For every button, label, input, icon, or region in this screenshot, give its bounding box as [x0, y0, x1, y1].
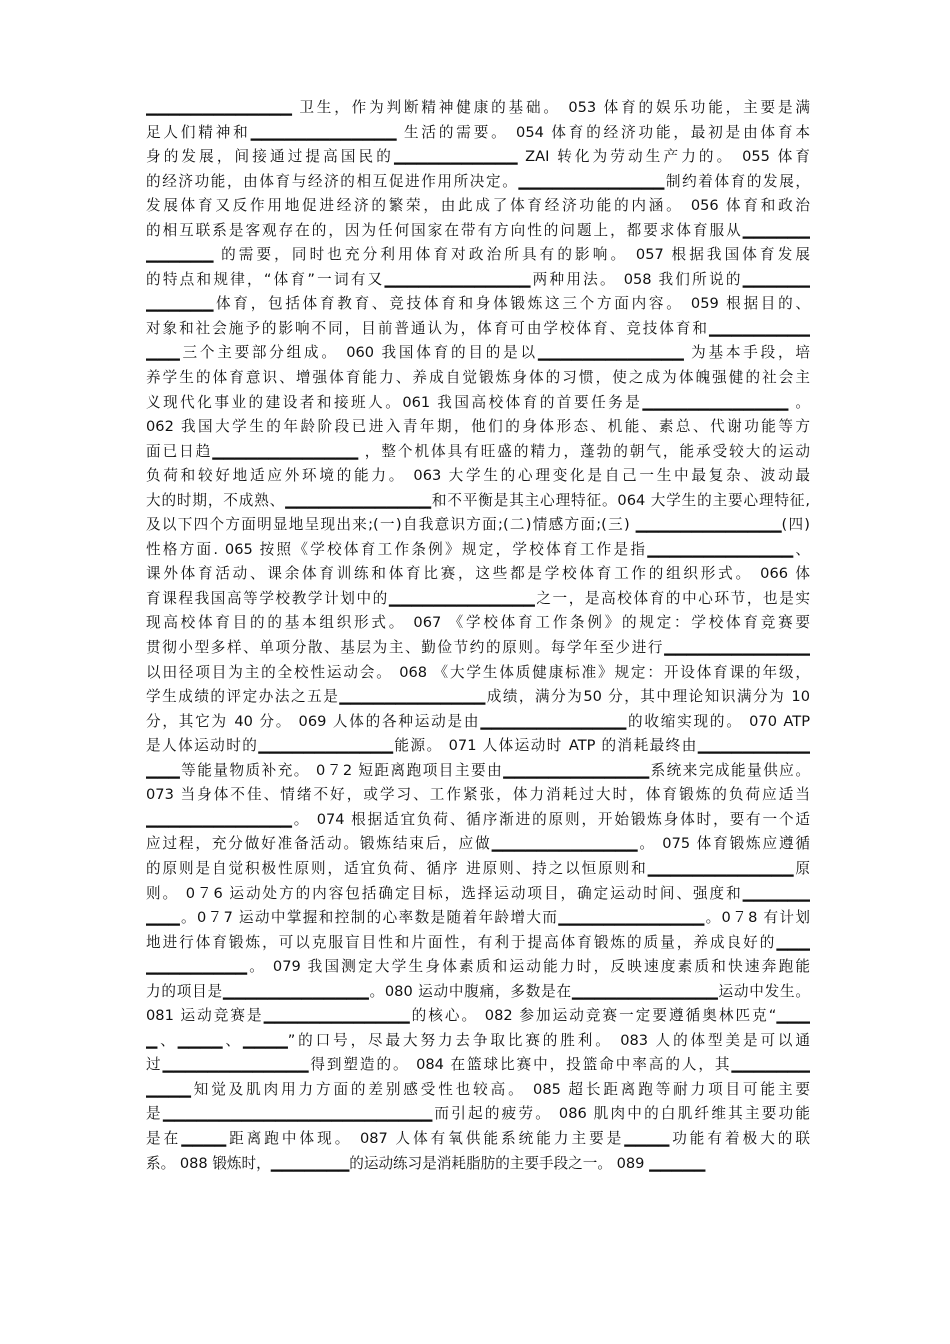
text-line: ▁▁▁三个主要部分组成。 060 我国体育的目的是以▁▁▁▁▁▁▁▁▁▁▁▁▁ 为基本手段，培 — [146, 344, 810, 362]
text-line: 义现代化事业的建设者和接班人。061 我国高校体育的首要任务是▁▁▁▁▁▁▁▁▁▁▁▁▁ 。 — [146, 393, 810, 411]
text-line: 则。 0７6 运动处方的内容包括确定目标，选择运动项目，确定运动时间、强度和▁▁▁▁▁▁ — [146, 884, 810, 902]
text-line: 足人们精神和▁▁▁▁▁▁▁▁▁▁▁▁▁ 生活的需要。 054 体育的经济功能，最初是由体育本 — [146, 123, 810, 141]
text-line: 身的发展，间接通过提高国民的▁▁▁▁▁▁▁▁▁▁▁ ZAI 转化为劳动生产力的。 055 体育 — [146, 148, 810, 166]
text-line: 的相互联系是客观存在的，因为任何国家在带有方向性的问题上，都要求体育服从▁▁▁▁▁▁ — [146, 221, 810, 239]
text-line: 学生成绩的评定办法之五是▁▁▁▁▁▁▁▁▁▁▁▁▁成绩，满分为50 分，其中理论知识满分为 10 — [146, 688, 810, 706]
text-line: 育课程我国高等学校教学计划中的▁▁▁▁▁▁▁▁▁▁▁▁▁之一，是高校体育的中心环节，也是实 — [146, 589, 810, 607]
text-line: 大的时期，不成熟、▁▁▁▁▁▁▁▁▁▁▁▁▁和不平衡是其主心理特征。064 大学生的主要心理特征, — [146, 491, 810, 509]
text-line: 力的项目是▁▁▁▁▁▁▁▁▁▁▁▁▁。080 运动中腹痛，多数是在▁▁▁▁▁▁▁▁▁▁▁▁▁运动中发生。 — [146, 982, 810, 1000]
text-line: 对象和社会施予的影响不同，目前普通认为，体育可由学校体育、竞技体育和▁▁▁▁▁▁▁▁▁ — [146, 319, 810, 337]
text-line: ▁▁▁▁▁▁体育，包括体育教育、竞技体育和身体锻炼这三个方面内容。 059 根据目的、 — [146, 295, 810, 313]
text-line: ▁▁▁▁▁▁▁▁▁。 079 我国测定大学生身体素质和运动能力时，反映速度素质和快速奔跑能 — [146, 958, 810, 976]
text-line: ▁▁▁▁▁▁▁▁▁▁▁▁▁。 074 根据适宜负荷、循序渐进的原则，开始锻炼身体时，要有一个适 — [146, 810, 810, 828]
text-line: 系。 088 锻炼时，▁▁▁▁▁▁▁的运动练习是消耗脂肪的主要手段之一。 089 ▁▁▁▁▁ — [146, 1154, 706, 1172]
text-line: 负荷和较好地适应外环境的能力。 063 大学生的心理变化是自己一生中最复杂、波动最 — [146, 467, 810, 485]
text-line: 081 运动竞赛是▁▁▁▁▁▁▁▁▁▁▁▁▁的核心。 082 参加运动竞赛一定要遵循奥林匹克“▁▁▁ — [146, 1007, 810, 1025]
text-line: 以田径项目为主的全校性运动会。 068 《大学生体质健康标准》规定：开设体育课的年级， — [146, 663, 810, 681]
text-line: 课外体育活动、课余体育训练和体育比赛，这些都是学校体育工作的组织形式。 066 体 — [146, 565, 810, 583]
text-line: 的原则是自觉积极性原则，适宜负荷、循序 进原则、持之以恒原则和▁▁▁▁▁▁▁▁▁▁▁▁▁原 — [146, 859, 810, 877]
document-body-text — [146, 96, 810, 1176]
text-line: 062 我国大学生的年龄阶段已进入青年期，他们的身体形态、机能、素总、代谢功能等方 — [146, 418, 810, 436]
text-line: ▁▁▁。0７7 运动中掌握和控制的心率数是随着年龄增大而▁▁▁▁▁▁▁▁▁▁▁▁▁。0７8 有计划 — [146, 909, 810, 927]
text-line: 养学生的体育意识、增强体育能力、养成自觉锻炼身体的习惯，使之成为体魄强健的社会主 — [146, 369, 810, 387]
text-line: 地进行体育锻炼，可以克服盲目性和片面性，有利于提高体育锻炼的质量，养成良好的▁▁▁ — [146, 933, 810, 951]
text-line: 分，其它为 40 分。 069 人体的各种运动是由▁▁▁▁▁▁▁▁▁▁▁▁▁的收缩实现的。 070 ATP — [146, 712, 810, 730]
text-line: ▁▁▁等能量物质补充。 0７2 短距离跑项目主要由▁▁▁▁▁▁▁▁▁▁▁▁▁系统来完成能量供应。 — [146, 761, 810, 779]
text-line: ▁、▁▁▁▁、▁▁▁▁”的口号，尽最大努力去争取比赛的胜利。 083 人的体型美是可以通 — [146, 1031, 810, 1049]
text-line: ▁▁▁▁知觉及肌肉用力方面的差别感受性也较高。 085 超长距离跑等耐力项目可能主要 — [146, 1080, 810, 1098]
text-line: 面已日趋▁▁▁▁▁▁▁▁▁▁▁▁▁ ，整个机体具有旺盛的精力，蓬勃的朝气，能承受较大的运动 — [146, 442, 810, 460]
text-line: 发展体育又反作用地促进经济的繁荣，由此成了体育经济功能的内涵。 056 体育和政治 — [146, 197, 810, 215]
text-line: ▁▁▁▁▁▁ 的需要，同时也充分利用体育对政治所具有的影响。 057 根据我国体育发展 — [146, 246, 810, 264]
text-line: 是▁▁▁▁▁▁▁▁▁▁▁▁▁▁▁▁▁▁▁▁▁▁▁▁而引起的疲劳。 086 肌肉中的白肌纤维其主要功能 — [146, 1105, 810, 1123]
text-line: 贯彻小型多样、单项分散、基层为主、勤俭节约的原则。每学年至少进行▁▁▁▁▁▁▁▁▁▁▁▁▁ — [146, 639, 810, 657]
text-line: 过▁▁▁▁▁▁▁▁▁▁▁▁▁得到塑造的。 084 在篮球比赛中，投篮命中率高的人，其▁▁▁▁▁▁▁ — [146, 1056, 810, 1074]
text-line: 应过程，充分做好准备活动。锻炼结束后，应做▁▁▁▁▁▁▁▁▁▁▁▁▁。 075 体育锻炼应遵循 — [146, 835, 810, 853]
text-line: 的特点和规律，“体育”一词有又▁▁▁▁▁▁▁▁▁▁▁▁▁两种用法。 058 我们所说的▁▁▁▁▁▁ — [146, 270, 810, 288]
text-line: 是人体运动时的▁▁▁▁▁▁▁▁▁▁▁▁能源。 071 人体运动时 ATP 的消耗最终由▁▁▁▁▁▁▁▁▁▁ — [146, 737, 810, 755]
text-line: 及以下四个方面明显地呈现出来;(一)自我意识方面;(二)情感方面;(三) ▁▁▁▁▁▁▁▁▁▁▁▁▁(四) — [146, 516, 810, 534]
text-line: 是在▁▁▁▁距离跑中体现。 087 人体有氧供能系统能力主要是▁▁▁▁功能有着极大的联 — [146, 1129, 810, 1147]
text-line: ▁▁▁▁▁▁▁▁▁▁▁▁▁ 卫生，作为判断精神健康的基础。 053 体育的娱乐功能，主要是满 — [146, 99, 810, 116]
text-line: 的经济功能，由体育与经济的相互促进作用所决定。▁▁▁▁▁▁▁▁▁▁▁▁▁制约着体育的发展， — [146, 172, 810, 190]
text-line: 性格方面. 065 按照《学校体育工作条例》规定，学校体育工作是指▁▁▁▁▁▁▁▁▁▁▁▁▁、 — [146, 540, 810, 558]
text-line: 073 当身体不佳、情绪不好，或学习、工作紧张，体力消耗过大时，体育锻炼的负荷应适当 — [146, 786, 810, 804]
text-line: 现高校体育目的的基本组织形式。 067 《学校体育工作条例》的规定：学校体育竞赛要 — [146, 614, 810, 632]
